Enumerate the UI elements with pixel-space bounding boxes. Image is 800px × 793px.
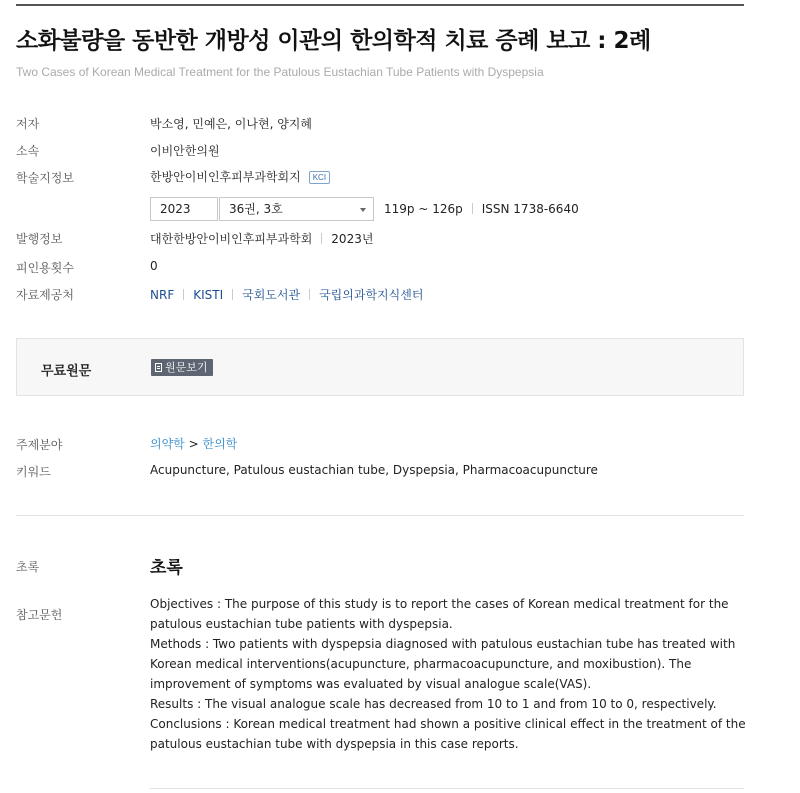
subject-link-korean-medicine[interactable]: 한의학 — [202, 437, 238, 451]
publish-year: 2023년 — [331, 232, 374, 246]
issn: ISSN 1738-6640 — [481, 202, 579, 216]
divider — [472, 203, 473, 214]
provider-link-medical-knowledge-center[interactable]: 국립의과학지식센터 — [319, 288, 424, 302]
keywords-label: 키워드 — [16, 465, 51, 479]
page-range: 119p ~ 126p — [384, 202, 463, 216]
provider-label: 자료제공처 — [16, 288, 74, 302]
citations-label: 피인용횟수 — [16, 261, 74, 275]
journal-label: 학술지정보 — [16, 171, 74, 185]
publisher-name[interactable]: 대한한방안이비인후피부과학회 — [150, 232, 313, 246]
top-divider — [16, 4, 744, 6]
english-title: Two Cases of Korean Medical Treatment for the Patulous Eustachian Tube Patients with Dyspepsia — [16, 65, 544, 79]
journal-info — [150, 168, 330, 185]
provider-link-nrf[interactable]: NRF — [150, 288, 175, 302]
abstract-heading: 초록 — [150, 558, 183, 578]
abstract-nav-link[interactable]: 초록 — [16, 560, 40, 574]
page-issn-info — [384, 202, 579, 216]
section-divider — [16, 515, 744, 516]
divider — [232, 289, 233, 300]
provider-link-kisti[interactable]: KISTI — [193, 288, 224, 302]
publisher-label: 발행정보 — [16, 232, 63, 246]
volume-select[interactable] — [219, 197, 374, 221]
abstract-methods: Methods : Two patients with dyspepsia diagnosed with patulous eustachian tube has treated with Korean medical interventions(acupuncture, pharmacoacupuncture, and moxibustion). The improvement of symptoms was evaluated by visual analogue scale(VAS). — [150, 637, 736, 691]
references-nav-link[interactable]: 참고문헌 — [16, 608, 63, 622]
abstract-conclusions: Conclusions : Korean medical treatment had shown a positive clinical effect in the treatment of the patulous eustachian tube with dyspepsia in this case reports. — [150, 717, 746, 751]
citations-count: 0 — [150, 259, 158, 273]
author-label: 저자 — [16, 117, 40, 131]
year-select-value: 2023 — [160, 202, 191, 216]
subject-label: 주제분야 — [16, 438, 63, 452]
view-original-label: 원문보기 — [165, 361, 208, 374]
kci-badge: KCI — [309, 171, 330, 184]
provider-list — [150, 286, 423, 303]
subject-link-medicine[interactable]: 의약학 — [150, 437, 185, 451]
abstract-results: Results : The visual analogue scale has decreased from 10 to 1 and from 10 to 0, respectively. — [150, 697, 717, 711]
publisher-info — [150, 230, 373, 247]
divider — [183, 289, 184, 300]
provider-link-national-assembly-library[interactable]: 국회도서관 — [242, 288, 301, 302]
abstract-body — [150, 594, 746, 754]
volume-select-value: 36권, 3호 — [229, 202, 283, 216]
page-title: 소화불량을 동반한 개방성 이관의 한의학적 치료 증례 보고 : 2례 — [16, 28, 651, 54]
keywords-value: Acupuncture, Patulous eustachian tube, Dyspepsia, Pharmacoacupuncture — [150, 463, 598, 477]
free-original-box — [16, 338, 744, 396]
divider — [309, 289, 310, 300]
breadcrumb-separator: > — [188, 437, 199, 451]
abstract-objectives: Objectives : The purpose of this study is to report the cases of Korean medical treatment for the patulous eustachian tube patients with dyspepsia. — [150, 597, 729, 631]
document-icon — [155, 363, 162, 372]
affiliation-label: 소속 — [16, 144, 40, 158]
bottom-divider — [150, 788, 744, 789]
subject-breadcrumb — [150, 435, 237, 452]
year-select[interactable] — [150, 197, 218, 221]
chevron-down-icon — [360, 208, 366, 212]
free-original-label: 무료원문 — [41, 364, 92, 379]
author-list[interactable]: 박소영, 민예은, 이나현, 양지혜 — [150, 117, 312, 131]
affiliation-value[interactable]: 이비안한의원 — [150, 144, 220, 158]
journal-name[interactable]: 한방안이비인후피부과학회지 — [150, 170, 301, 184]
divider — [321, 233, 322, 244]
view-original-button[interactable] — [151, 359, 213, 376]
